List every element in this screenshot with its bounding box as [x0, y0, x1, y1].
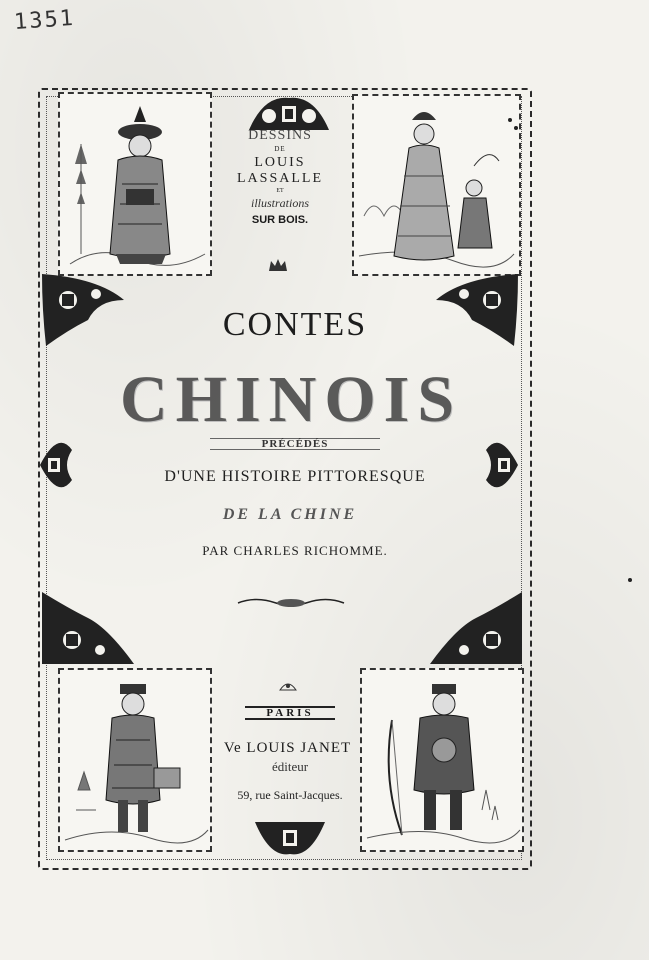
merchant-illustration — [58, 668, 212, 852]
ink-speck — [514, 126, 518, 130]
bottom-scroll-ornament — [250, 818, 330, 862]
title-line-2: CHINOIS — [120, 363, 463, 436]
subtitle: D'UNE HISTOIRE PITTORESQUE — [164, 468, 426, 485]
lady-and-child-illustration — [352, 94, 521, 276]
credits-de: DE — [274, 145, 286, 153]
mandarin-illustration — [58, 92, 212, 276]
credits-bois: SUR BOIS. — [251, 214, 309, 226]
ink-speck — [628, 578, 632, 582]
imprint-role: éditeur — [271, 759, 309, 774]
right-bottom-scroll-ornament — [426, 588, 526, 668]
right-top-scroll-ornament — [432, 270, 522, 350]
precedes-banner: PRÉCÉDÉS — [210, 438, 380, 450]
credits-dessins: DESSINS — [248, 128, 312, 143]
crown-ornament-icon — [268, 258, 288, 272]
credits-et: ET — [276, 188, 284, 194]
left-bottom-scroll-ornament — [38, 588, 138, 668]
imprint-city: PARIS — [245, 706, 335, 720]
divider-ornament — [236, 596, 346, 610]
subtitle-de-la-chine: DE LA CHINE — [222, 506, 358, 523]
title-line-1: CONTES — [222, 306, 368, 343]
author-line: PAR CHARLES RICHOMME. — [202, 543, 388, 558]
left-mid-ornament — [38, 430, 74, 500]
soldier-illustration — [360, 668, 524, 852]
ink-speck — [508, 118, 512, 122]
illustration-credits — [210, 128, 350, 226]
credits-artist: LOUIS LASSALLE — [237, 155, 323, 186]
right-mid-ornament — [484, 430, 520, 500]
publisher-mark-icon — [278, 678, 298, 692]
credits-illustrations: illustrations — [250, 196, 309, 210]
imprint-publisher: Ve LOUIS JANET — [223, 740, 352, 756]
left-top-scroll-ornament — [38, 270, 128, 350]
imprint-address: 59, rue Saint-Jacques. — [237, 788, 343, 802]
manuscript-number: 1351 — [13, 5, 76, 36]
